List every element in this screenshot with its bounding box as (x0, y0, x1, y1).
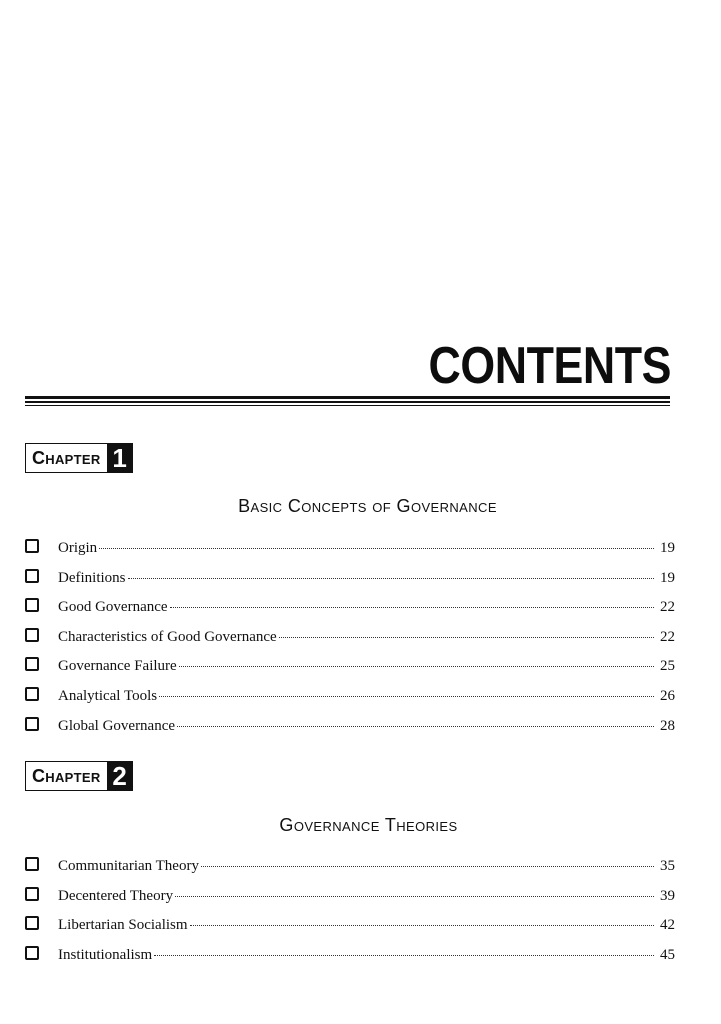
toc-entry-label: Governance Failure (58, 658, 177, 675)
toc-entry-page: 26 (660, 687, 675, 704)
chapter-badge-word: Chapter (25, 443, 107, 473)
toc-entry-page: 25 (660, 658, 675, 675)
checkbox-bullet-icon (25, 539, 39, 553)
dot-leader (179, 666, 654, 667)
chapter-2-title: Governance Theories (279, 815, 458, 835)
toc-entry (25, 597, 675, 627)
dot-leader (190, 925, 654, 926)
checkbox-bullet-icon (25, 717, 39, 731)
toc-entry-label: Definitions (58, 569, 126, 586)
toc-entry (25, 538, 675, 568)
toc-entry-page: 42 (660, 917, 675, 934)
checkbox-bullet-icon (25, 569, 39, 583)
toc-entry (25, 686, 675, 716)
chapter-1-title: Basic Concepts of Governance (238, 496, 497, 516)
chapter-2-badge (25, 761, 133, 791)
dot-leader (154, 955, 654, 956)
checkbox-bullet-icon (25, 857, 39, 871)
toc-entry-page: 19 (660, 540, 675, 556)
toc-entry-page: 19 (660, 569, 675, 586)
dot-leader (99, 548, 654, 549)
dot-leader (170, 607, 654, 608)
toc-entry (25, 568, 675, 598)
toc-entry (25, 945, 675, 975)
dot-leader (201, 866, 654, 867)
toc-entry-label: Decentered Theory (58, 887, 174, 904)
chapter-badge-number: 1 (107, 443, 133, 473)
toc-entry (25, 656, 675, 686)
toc-entry-label: Origin (58, 540, 98, 556)
toc-entry-page: 35 (660, 858, 675, 874)
checkbox-bullet-icon (25, 687, 39, 701)
checkbox-bullet-icon (25, 657, 39, 671)
checkbox-bullet-icon (25, 887, 39, 901)
toc-entry-label: Good Governance (58, 599, 168, 616)
dot-leader (177, 726, 654, 727)
toc-entry-label: Characteristics of Good Governance (58, 628, 277, 645)
toc-entry (25, 716, 675, 746)
checkbox-bullet-icon (25, 916, 39, 930)
toc-entry-page: 22 (660, 628, 675, 645)
toc-entry (25, 627, 675, 657)
toc-entry-page: 39 (660, 887, 675, 904)
chapter-1-badge (25, 443, 133, 473)
toc-entry (25, 886, 675, 916)
page-title: CONTENTS (428, 337, 671, 395)
chapter-1-toc-list (25, 538, 675, 745)
toc-entry-page: 28 (660, 717, 675, 734)
chapter-badge-number: 2 (107, 761, 133, 791)
dot-leader (279, 637, 654, 638)
toc-entry-label: Communitarian Theory (58, 858, 199, 874)
toc-entry-label: Libertarian Socialism (58, 917, 188, 934)
toc-entry-page: 22 (660, 599, 675, 616)
dot-leader (175, 896, 654, 897)
toc-entry-label: Analytical Tools (58, 687, 158, 704)
dot-leader (159, 696, 654, 697)
toc-entry-label: Institutionalism (58, 946, 153, 963)
toc-entry (25, 915, 675, 945)
title-rule (25, 396, 670, 406)
chapter-badge-word: Chapter (25, 761, 107, 791)
toc-entry-label: Global Governance (58, 717, 176, 734)
toc-entry-page: 45 (660, 946, 675, 963)
checkbox-bullet-icon (25, 598, 39, 612)
chapter-2-toc-list (25, 856, 675, 974)
checkbox-bullet-icon (25, 628, 39, 642)
checkbox-bullet-icon (25, 946, 39, 960)
toc-entry (25, 856, 675, 886)
dot-leader (128, 578, 655, 579)
